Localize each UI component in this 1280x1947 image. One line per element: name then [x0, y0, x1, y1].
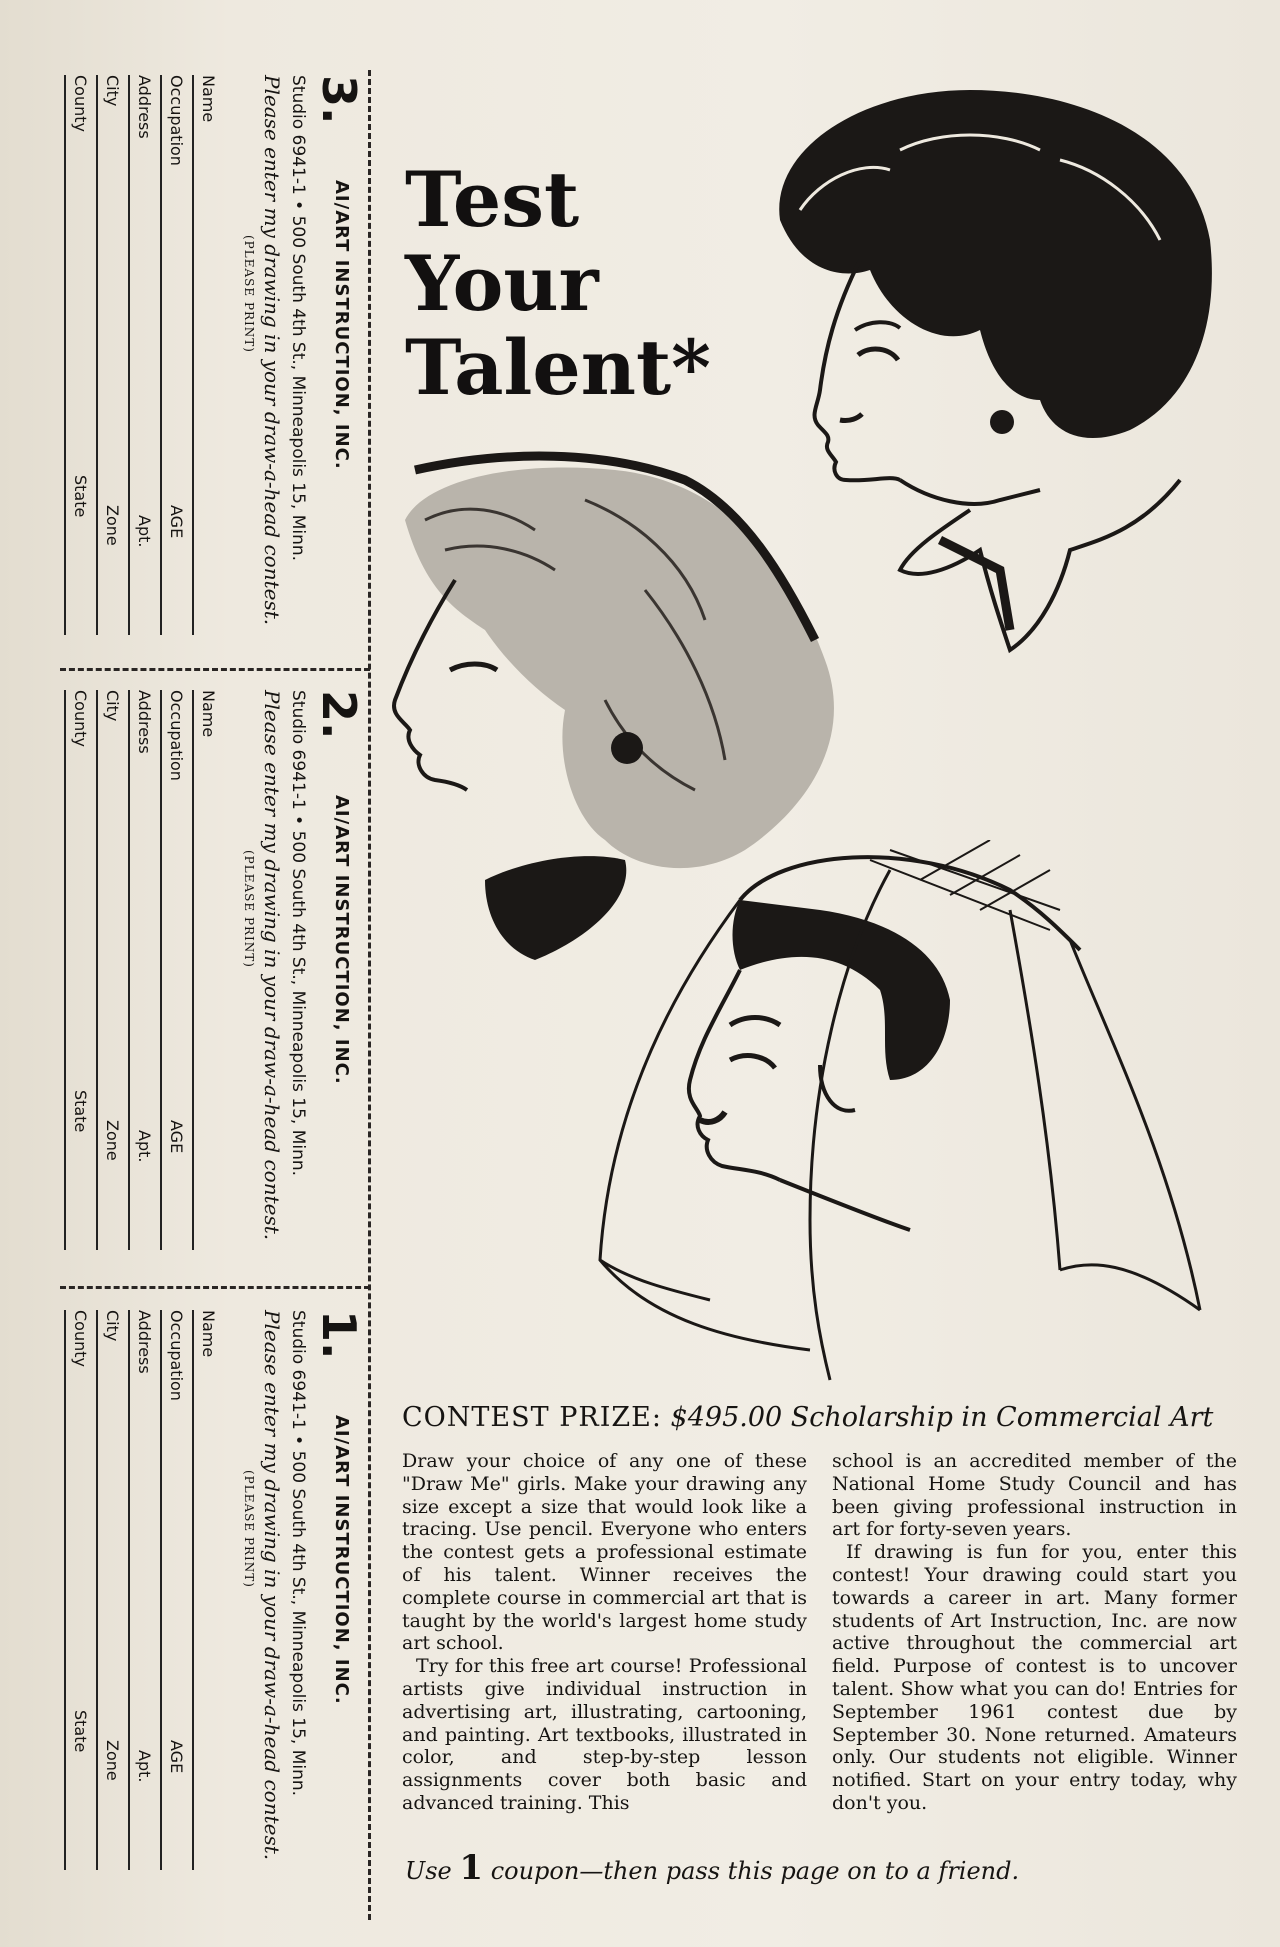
coupon-number: 3. [312, 75, 366, 125]
coupon-instruction: Please enter my drawing in your draw-a-head contest. [260, 75, 284, 626]
headline-line: Your [405, 239, 599, 328]
prize-amount: $495.00 Scholarship in Commercial Art [670, 1402, 1214, 1433]
coupon-number: 2. [312, 690, 366, 740]
state-label: State [71, 475, 90, 518]
paragraph: Try for this free art course! Professional artists give individual instruction in advertising art, illustrating, cartooning, and painting. Art textbooks, illustrated in color, and step-by-step lesson assignments cover both basic and advanced training. This [402, 1655, 807, 1814]
occupation-field[interactable]: Occupation AGE [160, 690, 186, 1250]
county-field[interactable]: County State [64, 690, 90, 1250]
coupon-3[interactable] [60, 75, 366, 660]
age-label: AGE [167, 1120, 186, 1154]
contest-prize [402, 1402, 1232, 1433]
coupon-address: Studio 6941-1 • 500 South 4th St., Minneapolis 15, Minn. [288, 75, 308, 562]
state-label: State [71, 1090, 90, 1133]
draw-me-girl-veil [590, 840, 1240, 1390]
coupon-address: Studio 6941-1 • 500 South 4th St., Minneapolis 15, Minn. [288, 1310, 308, 1797]
headline-line: Talent* [405, 323, 711, 412]
city-field[interactable]: City Zone [96, 1310, 122, 1870]
apt-label: Apt. [135, 1750, 154, 1783]
address-field[interactable]: Address Apt. [128, 690, 154, 1250]
county-field[interactable]: County State [64, 75, 90, 635]
coupon-firm: AI/ART INSTRUCTION, INC. [331, 180, 352, 470]
coupon-count: 1 [459, 1848, 484, 1888]
age-label: AGE [167, 505, 186, 539]
zone-label: Zone [103, 1740, 122, 1781]
county-field[interactable]: County State [64, 1310, 90, 1870]
address-field[interactable]: Address Apt. [128, 1310, 154, 1870]
headline [405, 155, 711, 412]
coupon-firm: AI/ART INSTRUCTION, INC. [331, 1415, 352, 1705]
city-field[interactable]: City Zone [96, 75, 122, 635]
zone-label: Zone [103, 1120, 122, 1161]
coupon-cut-line [368, 70, 371, 1920]
contest-text-col1 [402, 1450, 807, 1815]
paragraph: Draw your choice of any one of these "Draw Me" girls. Make your drawing any size except a size that would look like a tracing. Use pencil. Everyone who enters the contest gets a professional estimate of his talent. Winner receives the complete course in commercial art that is taught by the world's largest home study art school. [402, 1450, 807, 1655]
coupon-print-note: (PLEASE PRINT) [242, 235, 256, 353]
coupon-instruction: Please enter my drawing in your draw-a-head contest. [260, 690, 284, 1241]
headline-line: Test [405, 155, 580, 244]
city-field[interactable]: City Zone [96, 690, 122, 1250]
coupon-firm: AI/ART INSTRUCTION, INC. [331, 795, 352, 1085]
coupon-divider [60, 668, 370, 671]
coupon-1[interactable] [60, 1310, 366, 1895]
coupon-instruction: Please enter my drawing in your draw-a-head contest. [260, 1310, 284, 1861]
footer-tagline: Use 1 coupon—then pass this page on to a friend. [405, 1848, 1020, 1888]
coupon-print-note: (PLEASE PRINT) [242, 850, 256, 968]
paragraph: If drawing is fun for you, enter this contest! Your drawing could start you towards a career in art. Many former students of Art Instruction, Inc. are now active throughout the commercial art field. Purpose of contest is to uncover talent. Show what you can do! Entries for September 1961 contest due by September 30. None returned. Amateurs only. Our students not eligible. Winner notified. Start on your entry today, why don't you. [832, 1541, 1237, 1814]
coupon-number: 1. [312, 1310, 366, 1360]
paragraph: school is an accredited member of the National Home Study Council and has been giving professional instruction in art for forty-seven years. [832, 1450, 1237, 1541]
apt-label: Apt. [135, 1130, 154, 1163]
occupation-field[interactable]: Occupation AGE [160, 1310, 186, 1870]
coupon-divider [60, 1286, 370, 1289]
name-field[interactable]: Name [192, 75, 218, 635]
apt-label: Apt. [135, 515, 154, 548]
coupon-address: Studio 6941-1 • 500 South 4th St., Minneapolis 15, Minn. [288, 690, 308, 1177]
age-label: AGE [167, 1740, 186, 1774]
zone-label: Zone [103, 505, 122, 546]
address-field[interactable]: Address Apt. [128, 75, 154, 635]
coupon-2[interactable] [60, 690, 366, 1275]
state-label: State [71, 1710, 90, 1753]
coupon-print-note: (PLEASE PRINT) [242, 1470, 256, 1588]
prize-label: CONTEST PRIZE: [402, 1402, 662, 1433]
contest-text-col2 [832, 1450, 1237, 1815]
name-field[interactable]: Name [192, 690, 218, 1250]
occupation-field[interactable]: Occupation AGE [160, 75, 186, 635]
name-field[interactable]: Name [192, 1310, 218, 1870]
